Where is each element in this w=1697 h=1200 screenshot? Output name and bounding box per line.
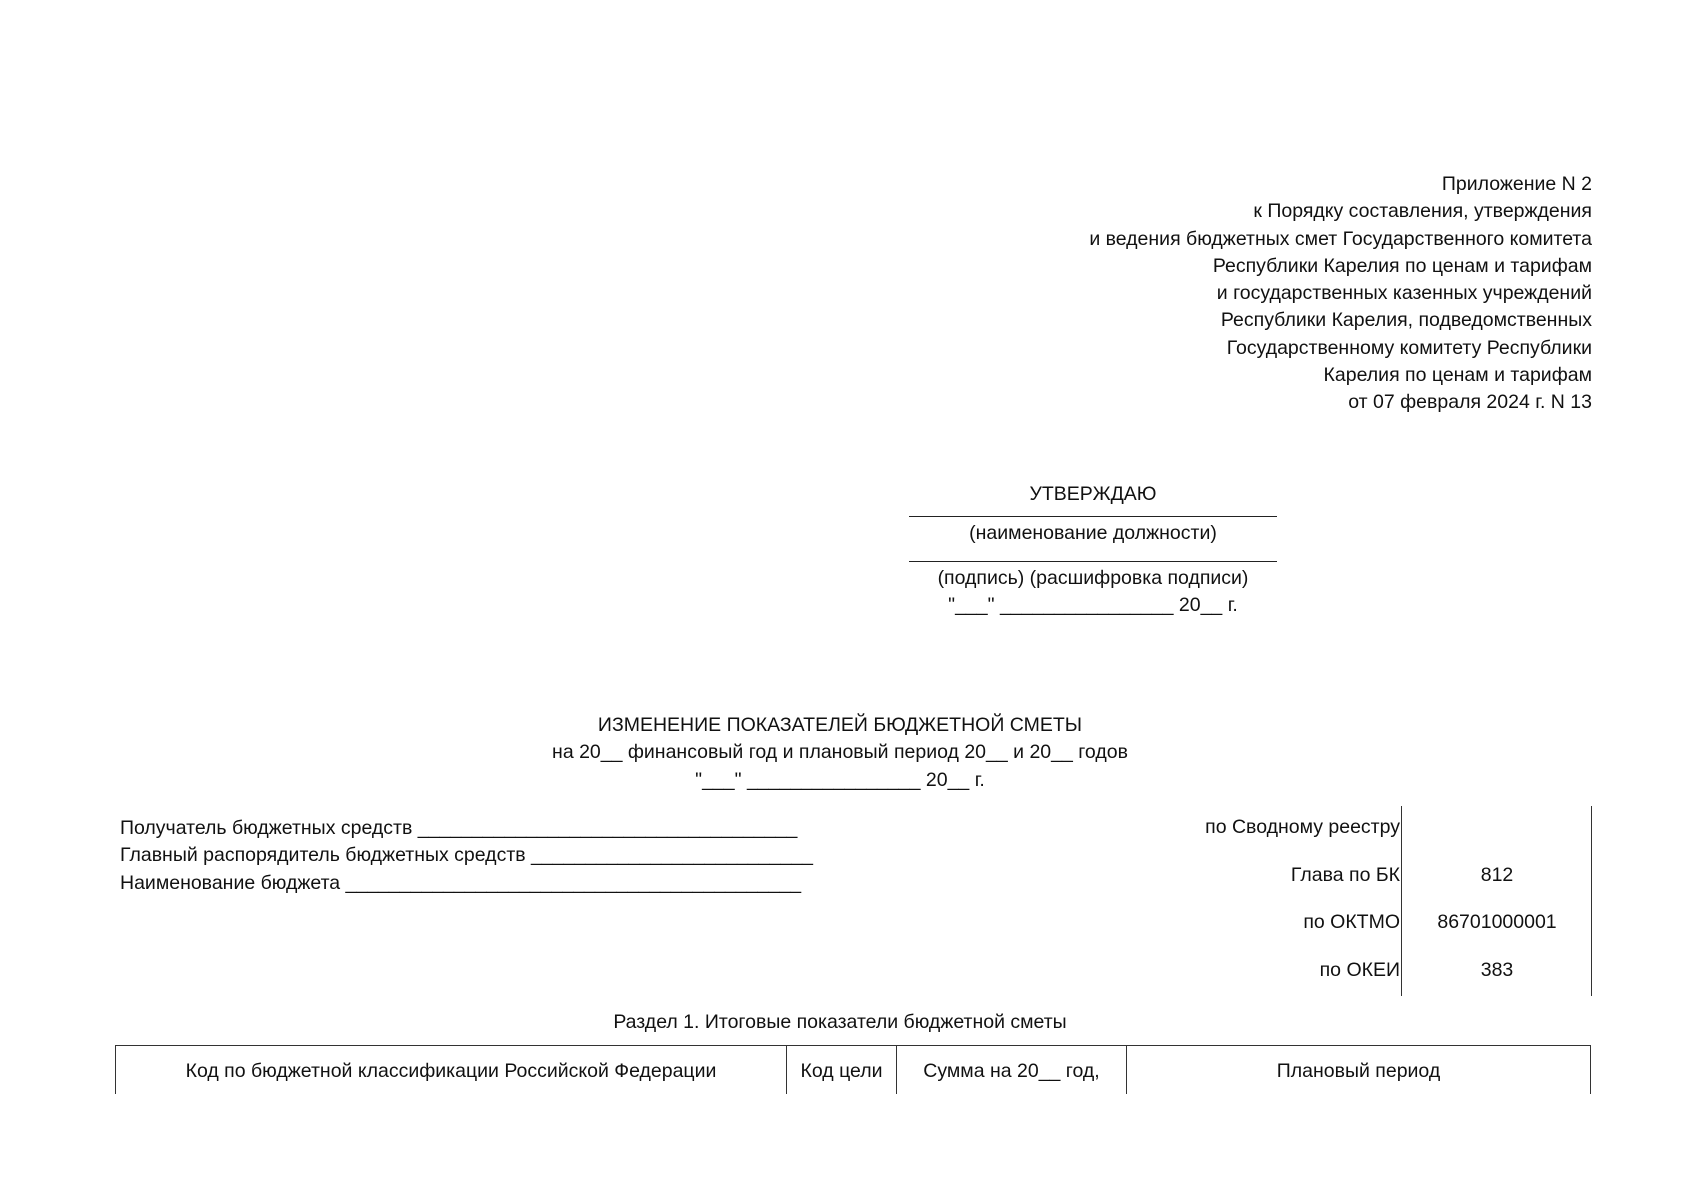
header-planned-period: Плановый период bbox=[1126, 1046, 1591, 1094]
header-amount: Сумма на 20__ год, bbox=[896, 1046, 1126, 1094]
signature-line bbox=[909, 561, 1277, 562]
budget-name-line: Наименование бюджета __________________________________________ bbox=[120, 871, 802, 894]
position-caption: (наименование должности) bbox=[969, 522, 1217, 544]
appendix-line-1: Приложение N 2 bbox=[1441, 173, 1592, 195]
code-label-registry: по Сводному реестру bbox=[1205, 816, 1400, 838]
section-1-title: Раздел 1. Итоговые показатели бюджетной сметы bbox=[613, 1011, 1067, 1033]
code-value-oktmo: 86701000001 bbox=[1437, 911, 1557, 933]
code-label-chapter: Глава по БК bbox=[1290, 863, 1400, 886]
document-title-date: "___" ________________ 20__ г. bbox=[695, 768, 985, 791]
header-goal-code: Код цели bbox=[786, 1046, 896, 1094]
recipient-line: Получатель бюджетных средств ___________________________________ bbox=[120, 817, 798, 839]
appendix-line-2: к Порядку составления, утверждения bbox=[1253, 200, 1592, 223]
appendix-line-7: Государственному комитету Республики bbox=[1226, 336, 1592, 359]
appendix-line-5: и государственных казенных учреждений bbox=[1216, 282, 1592, 305]
recipient-info bbox=[120, 815, 813, 897]
appendix-line-3: и ведения бюджетных смет Государственного комитета bbox=[1089, 227, 1592, 250]
appendix-line-9: от 07 февраля 2024 г. N 13 bbox=[1348, 391, 1592, 414]
appendix-header bbox=[1089, 171, 1592, 417]
document-title bbox=[360, 712, 1320, 794]
position-line bbox=[909, 516, 1277, 517]
document-title-period: на 20__ финансовый год и плановый период 20__ и 20__ годов bbox=[552, 741, 1128, 764]
code-label-okei: по ОКЕИ bbox=[1319, 958, 1400, 981]
appendix-line-8: Карелия по ценам и тарифам bbox=[1323, 364, 1592, 387]
approval-date-line: "___" ________________ 20__ г. bbox=[948, 594, 1238, 616]
codes-values bbox=[1402, 814, 1592, 1004]
codes-labels bbox=[1080, 814, 1400, 1004]
approval-title: УТВЕРЖДАЮ bbox=[1029, 483, 1157, 505]
manager-line: Главный распорядитель бюджетных средств __________________________ bbox=[120, 844, 813, 867]
code-value-okei: 383 bbox=[1480, 958, 1514, 981]
appendix-line-6: Республики Карелия, подведомственных bbox=[1220, 309, 1592, 332]
code-value-chapter: 812 bbox=[1480, 863, 1514, 886]
approval-block bbox=[909, 481, 1277, 619]
code-value-registry bbox=[1402, 814, 1592, 862]
document-title-main: ИЗМЕНЕНИЕ ПОКАЗАТЕЛЕЙ БЮДЖЕТНОЙ СМЕТЫ bbox=[597, 714, 1083, 736]
header-budget-code: Код по бюджетной классификации Российской Федерации bbox=[115, 1046, 786, 1094]
section-1-table-header bbox=[115, 1045, 1591, 1094]
appendix-line-4: Республики Карелия по ценам и тарифам bbox=[1212, 254, 1592, 277]
signature-caption: (подпись) (расшифровка подписи) bbox=[937, 567, 1249, 589]
code-label-oktmo: по ОКТМО bbox=[1303, 911, 1400, 933]
